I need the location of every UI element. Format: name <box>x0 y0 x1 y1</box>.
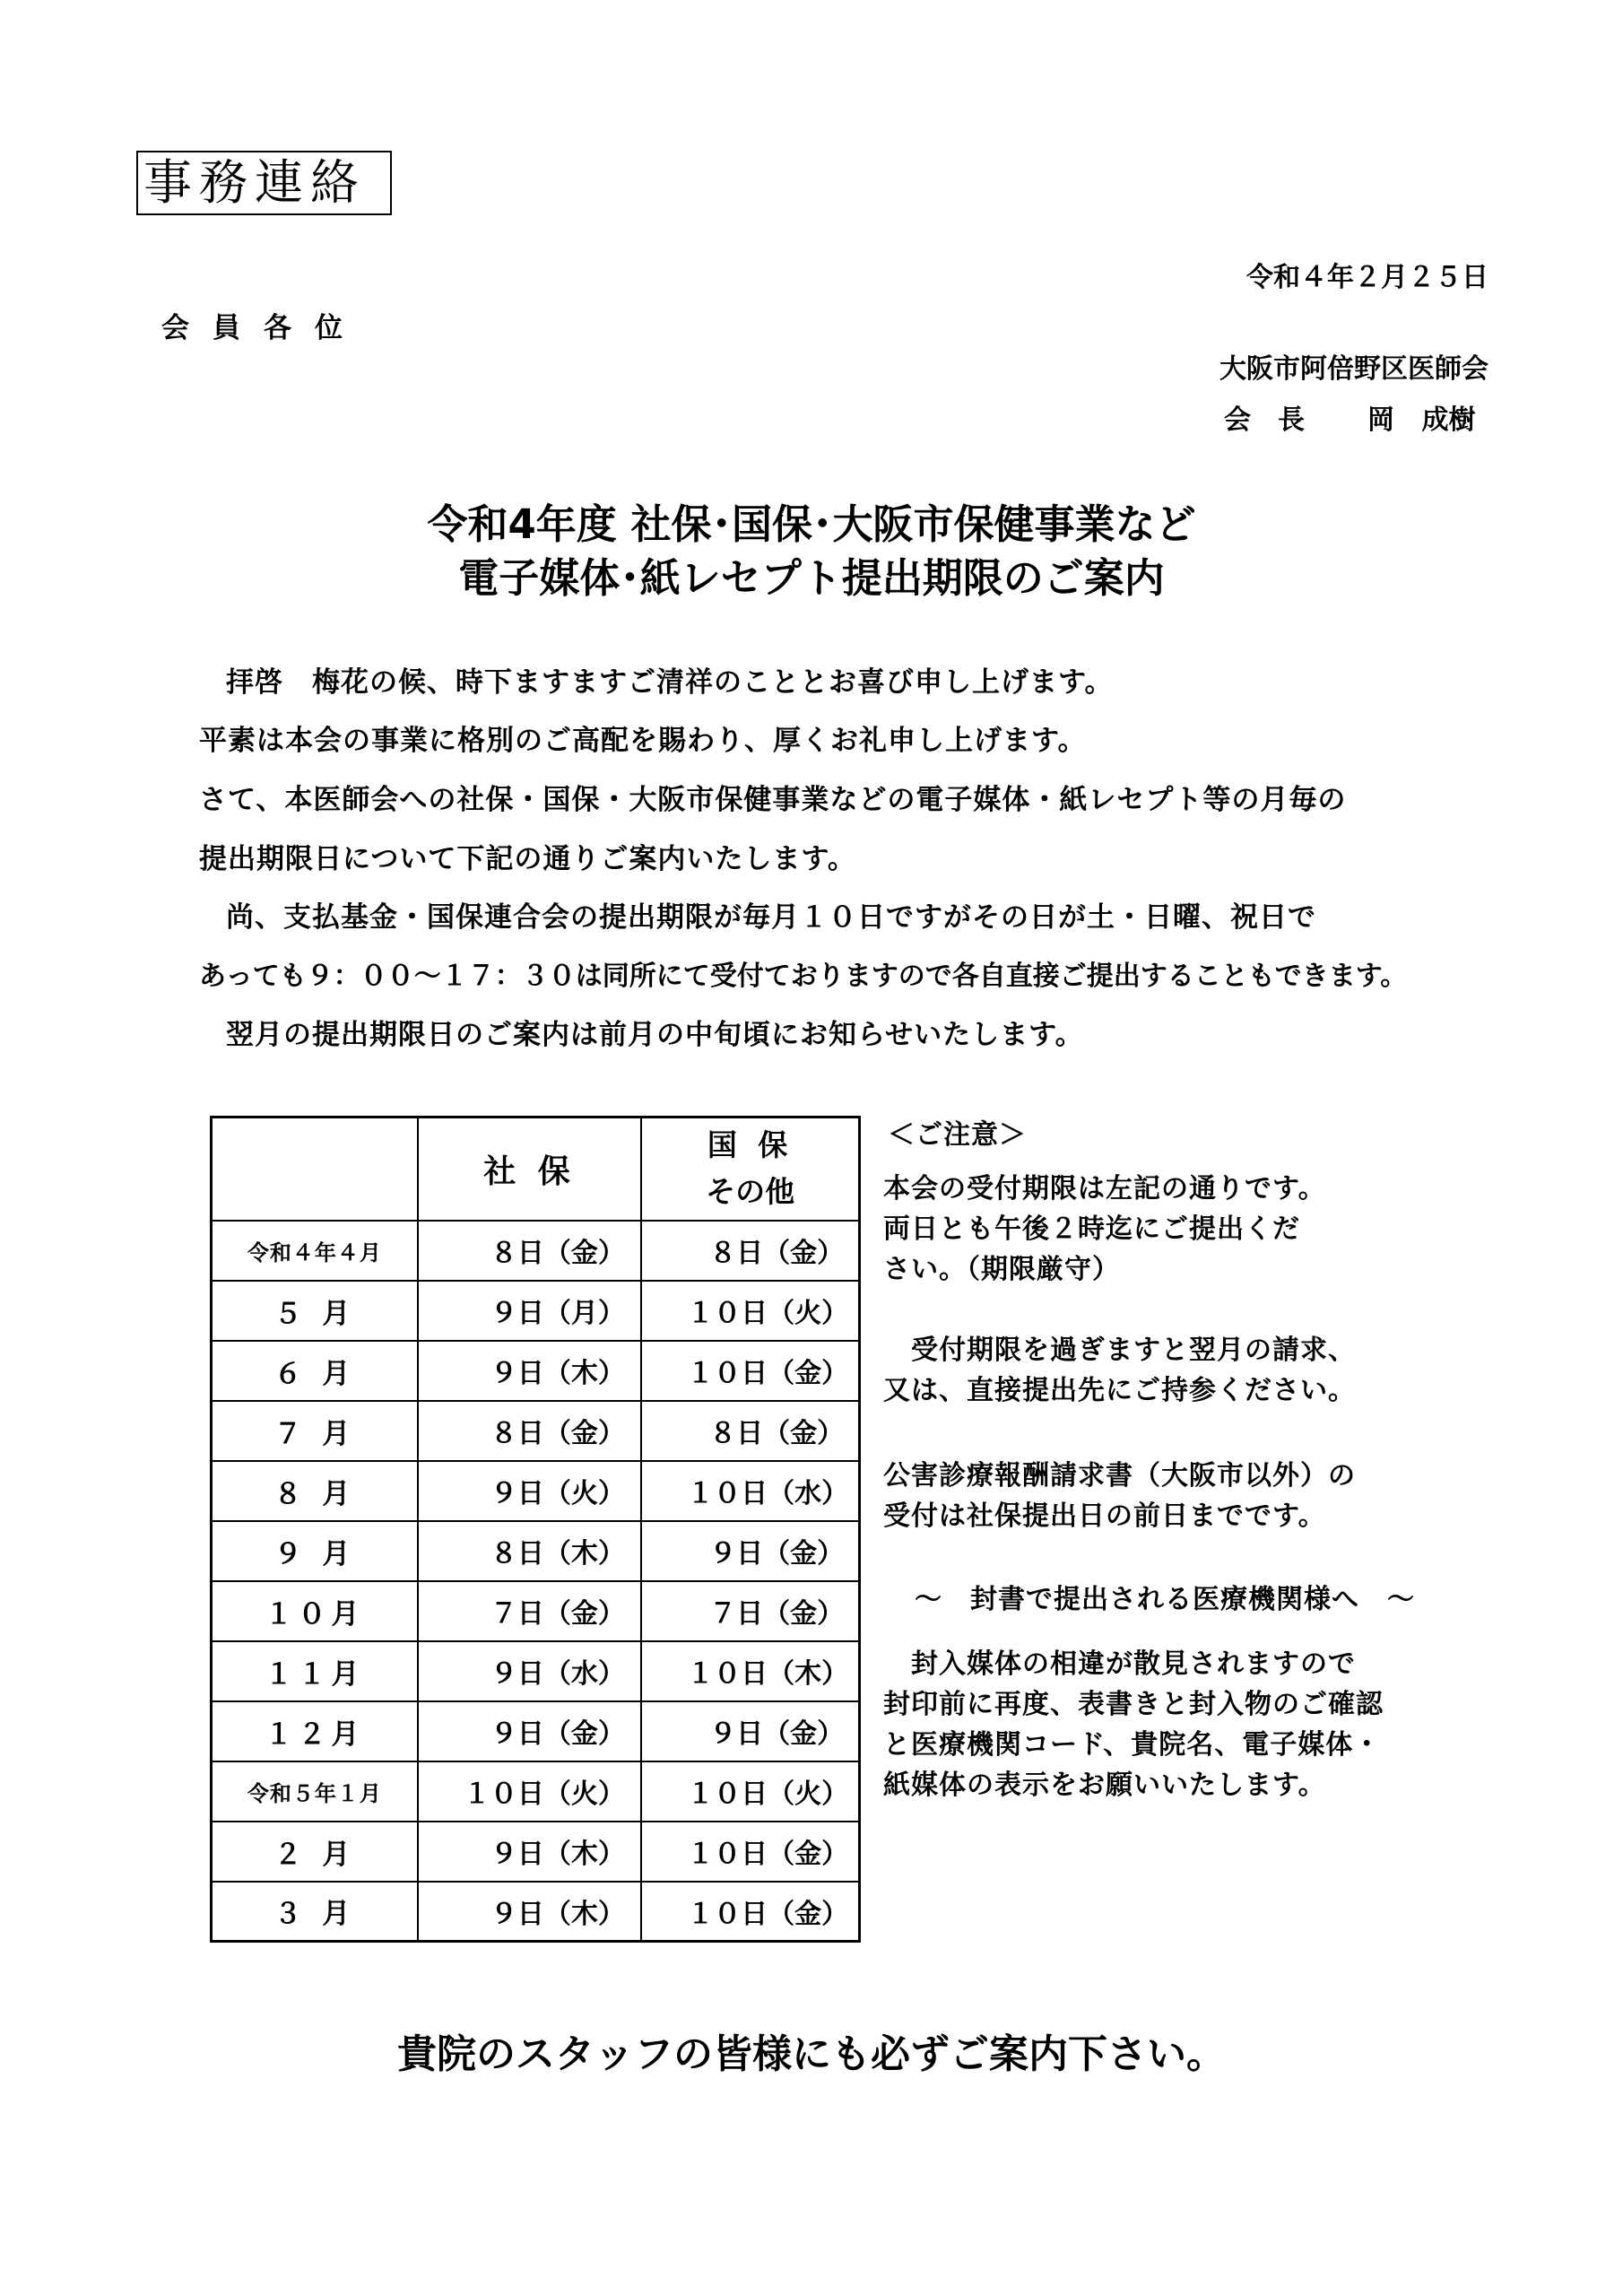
notes-line: と医療機関コード、貴院名、電子媒体・ <box>883 1729 1382 1761</box>
month-cell: １０月 <box>212 1581 418 1641</box>
month-cell: ５ 月 <box>212 1281 418 1341</box>
body-line: 提出期限日について下記の通りご案内いたします。 <box>199 843 856 875</box>
shaho-deadline-cell: ９日（水） <box>418 1641 641 1701</box>
shaho-deadline-cell: ８日（木） <box>418 1521 641 1581</box>
title-line-1: 令和4年度 社保･国保･大阪市保健事業など <box>427 500 1196 548</box>
body-line: 尚、支払基金・国保連合会の提出期限が毎月１０日ですがその日が土・日曜、祝日で <box>226 901 1316 934</box>
kokuho-deadline-cell: ８日（金） <box>641 1221 859 1281</box>
notes-line: 〜 封書で提出される医療機関様へ 〜 <box>915 1584 1415 1615</box>
shaho-deadline-cell: ９日（木） <box>418 1882 641 1942</box>
shaho-deadline-cell: ９日（火） <box>418 1461 641 1521</box>
month-cell: １１月 <box>212 1641 418 1701</box>
month-cell: １２月 <box>212 1701 418 1761</box>
sender-organization: 大阪市阿倍野区医師会 <box>1219 353 1488 385</box>
issue-date: 令和４年２月２５日 <box>1246 262 1488 293</box>
notes-line: 受付期限を過ぎますと翌月の請求、 <box>883 1335 1356 1366</box>
kokuho-deadline-cell: １０日（金） <box>641 1341 859 1401</box>
notes-line: 公害診療報酬請求書（大阪市以外）の <box>883 1460 1356 1492</box>
body-line: 平素は本会の事業に格別のご高配を賜わり、厚くお礼申し上げます。 <box>199 725 1087 757</box>
table-row <box>212 1281 860 1341</box>
notes-line: 紙媒体の表示をお願いいたします。 <box>883 1770 1326 1801</box>
month-cell: ２ 月 <box>212 1822 418 1882</box>
notes-line: 本会の受付期限は左記の通りです。 <box>883 1173 1326 1205</box>
table-row <box>212 1581 860 1641</box>
month-cell: ６ 月 <box>212 1341 418 1401</box>
table-row <box>212 1341 860 1401</box>
shaho-deadline-cell: １０日（火） <box>418 1761 641 1822</box>
table-row <box>212 1822 860 1882</box>
month-cell: ９ 月 <box>212 1521 418 1581</box>
chair-title: 会長 <box>1224 404 1332 436</box>
sender-chair <box>1224 397 1475 437</box>
kokuho-deadline-cell: １０日（火） <box>641 1761 859 1822</box>
notes-line: 受付は社保提出日の前日までです。 <box>883 1500 1326 1532</box>
notes-heading: ＜ご注意＞ <box>888 1119 1027 1151</box>
notes-line: 封入媒体の相違が散見されますので <box>883 1648 1356 1680</box>
chair-name: 岡 成樹 <box>1367 404 1476 436</box>
addressee: 会員各位 <box>161 312 366 344</box>
shaho-deadline-cell: ９日（木） <box>418 1822 641 1882</box>
header-kokuho-line1: 国 保 <box>707 1127 794 1163</box>
table-row <box>212 1221 860 1281</box>
body-line: 拝啓 梅花の候、時下ますますご清祥のこととお喜び申し上げます。 <box>226 666 1114 699</box>
table-row <box>212 1761 860 1822</box>
header-shaho: 社 保 <box>418 1118 641 1221</box>
shaho-deadline-cell: ９日（金） <box>418 1701 641 1761</box>
month-cell: ７ 月 <box>212 1401 418 1461</box>
month-cell: 令和５年１月 <box>212 1761 418 1822</box>
month-cell: ８ 月 <box>212 1461 418 1521</box>
table-header-row <box>212 1118 860 1221</box>
table-row <box>212 1882 860 1942</box>
header-kokuho <box>641 1118 859 1221</box>
notes-line: 又は、直接提出先にご持参ください。 <box>883 1375 1356 1406</box>
kokuho-deadline-cell: ８日（金） <box>641 1401 859 1461</box>
shaho-deadline-cell: ８日（金） <box>418 1401 641 1461</box>
table-row <box>212 1641 860 1701</box>
header-corner <box>212 1118 418 1221</box>
kokuho-deadline-cell: １０日（金） <box>641 1822 859 1882</box>
body-line: 翌月の提出期限日のご案内は前月の中旬頃にお知らせいたします。 <box>226 1019 1084 1051</box>
body-line: さて、本医師会への社保・国保・大阪市保健事業などの電子媒体・紙レセプト等の月毎の <box>199 784 1347 816</box>
kokuho-deadline-cell: １０日（水） <box>641 1461 859 1521</box>
shaho-deadline-cell: ９日（月） <box>418 1281 641 1341</box>
kokuho-deadline-cell: ９日（金） <box>641 1701 859 1761</box>
month-cell: ３ 月 <box>212 1882 418 1942</box>
kokuho-deadline-cell: ７日（金） <box>641 1581 859 1641</box>
table-row <box>212 1461 860 1521</box>
month-cell: 令和４年４月 <box>212 1221 418 1281</box>
kokuho-deadline-cell: １０日（火） <box>641 1281 859 1341</box>
notes-line: 封印前に再度、表書きと封入物のご確認 <box>883 1689 1384 1720</box>
shaho-deadline-cell: ８日（金） <box>418 1221 641 1281</box>
table-row <box>212 1401 860 1461</box>
title-line-2: 電子媒体･紙レセプト提出期限のご案内 <box>458 554 1165 602</box>
table-row <box>212 1521 860 1581</box>
notes-line: 両日とも午後２時迄にご提出くだ <box>883 1213 1300 1245</box>
shaho-deadline-cell: ９日（木） <box>418 1341 641 1401</box>
submission-deadline-table <box>210 1116 861 1943</box>
kokuho-deadline-cell: ９日（金） <box>641 1521 859 1581</box>
shaho-deadline-cell: ７日（金） <box>418 1581 641 1641</box>
table-row <box>212 1701 860 1761</box>
document-type-label: 事務連絡 <box>136 151 392 215</box>
body-line: あっても９：００〜１７：３０は同所にて受付ておりますので各自直接ご提出することもできます。 <box>199 961 1408 992</box>
notes-line: さい。（期限厳守） <box>883 1254 1120 1285</box>
kokuho-deadline-cell: １０日（金） <box>641 1882 859 1942</box>
header-kokuho-line2: その他 <box>706 1174 795 1210</box>
kokuho-deadline-cell: １０日（木） <box>641 1641 859 1701</box>
footer-notice: 貴院のスタッフの皆様にも必ずご案内下さい。 <box>397 2031 1226 2077</box>
